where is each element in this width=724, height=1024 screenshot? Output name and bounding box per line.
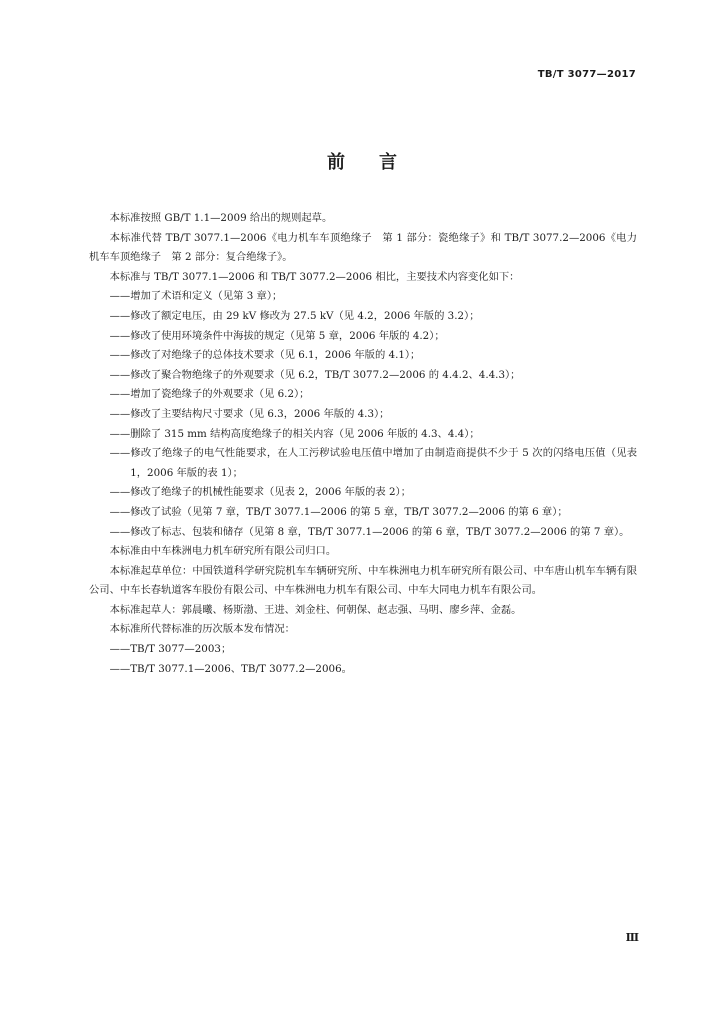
page-number: Ⅲ bbox=[625, 931, 639, 944]
foreword-body bbox=[89, 209, 637, 679]
change-item: ——修改了标志、包装和储存（见第 8 章，TB/T 3077.1—2006 的第 6 章，TB/T 3077.2—2006 的第 7 章）。 bbox=[109, 525, 630, 538]
change-item: ——修改了额定电压，由 29 kV 修改为 27.5 kV（见 4.2，2006 年版的 3.2）； bbox=[109, 309, 480, 322]
change-item: ——修改了对绝缘子的总体技术要求（见 6.1，2006 年版的 4.1）； bbox=[109, 349, 421, 362]
change-item: ——修改了聚合物绝缘子的外观要求（见 6.2，TB/T 3077.2—2006 的 4.4.2、4.4.3）； bbox=[109, 368, 521, 381]
paragraph-changes-intro: 本标准与 TB/T 3077.1—2006 和 TB/T 3077.2—2006 相比，主要技术内容变化如下： bbox=[109, 270, 520, 283]
history-item: ——TB/T 3077—2003； bbox=[109, 643, 232, 656]
change-item: ——增加了瓷绝缘子的外观要求（见 6.2）； bbox=[109, 388, 310, 401]
change-item: ——修改了试验（见第 7 章，TB/T 3077.1—2006 的第 5 章，TB/T 3077.2—2006 的第 6 章）； bbox=[109, 505, 568, 518]
paragraph-history-intro: 本标准所代替标准的历次版本发布情况： bbox=[109, 623, 295, 636]
paragraph-drafters: 本标准起草人：郭晨曦、杨斯渤、王进、刘金柱、何朝保、赵志强、马明、廖乡萍、金磊。 bbox=[109, 603, 522, 616]
paragraph-replaces: 本标准代替 TB/T 3077.1—2006《电力机车车顶绝缘子 第 1 部分：瓷绝缘子》和 TB/T 3077.2—2006《电力机车车顶绝缘子 第 2 部分：复合绝缘子》。 bbox=[89, 231, 637, 264]
page-title: 前言 bbox=[327, 152, 431, 173]
paragraph-drafting-units: 本标准起草单位：中国铁道科学研究院机车车辆研究所、中车株洲电力机车研究所有限公司、中车唐山机车车辆有限公司、中车长春轨道客车股份有限公司、中车株洲电力机车有限公司、中车大同电力机车有限公司。 bbox=[89, 564, 637, 597]
change-item: ——修改了使用环境条件中海拔的规定（见第 5 章，2006 年版的 4.2）； bbox=[109, 329, 445, 342]
change-item: ——删除了 315 mm 结构高度绝缘子的相关内容（见 2006 年版的 4.3、4.4）； bbox=[109, 427, 480, 440]
paragraph-drafting-rules: 本标准按照 GB/T 1.1—2009 给出的规则起草。 bbox=[109, 212, 333, 224]
paragraph-responsible-unit: 本标准由中车株洲电力机车研究所有限公司归口。 bbox=[109, 545, 337, 558]
change-item: ——修改了绝缘子的机械性能要求（见表 2，2006 年版的表 2）； bbox=[109, 486, 411, 499]
change-item: ——修改了主要结构尺寸要求（见 6.3，2006 年版的 4.3）； bbox=[109, 407, 390, 420]
history-item: ——TB/T 3077.1—2006、TB/T 3077.2—2006。 bbox=[109, 662, 352, 675]
change-item: ——增加了术语和定义（见第 3 章）； bbox=[109, 290, 283, 303]
standard-code: TB/T 3077—2017 bbox=[537, 69, 636, 80]
change-item: ——修改了绝缘子的电气性能要求，在人工污秽试验电压值中增加了由制造商提供不少于 5 次的闪络电压值（见表 1，2006 年版的表 1）； bbox=[109, 447, 637, 479]
